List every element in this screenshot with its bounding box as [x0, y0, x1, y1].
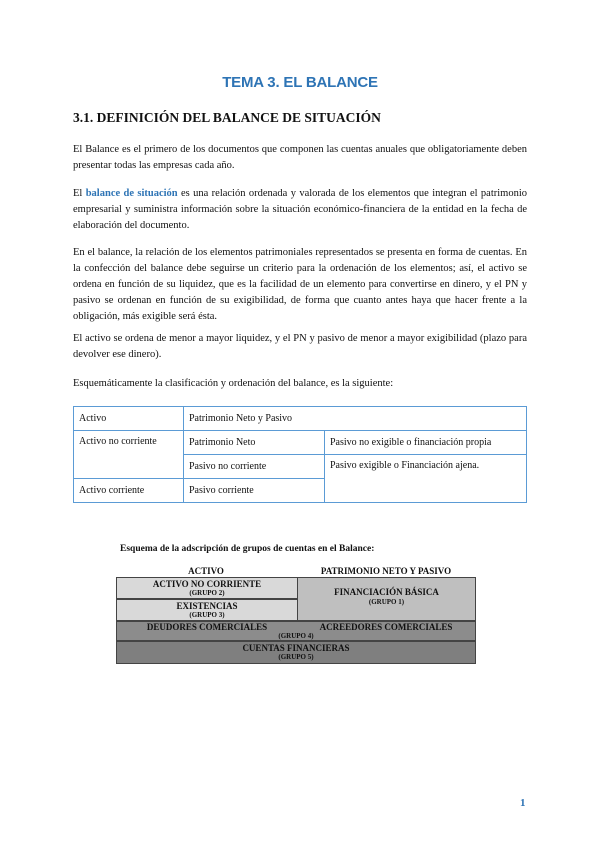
scheme-activo-no-corriente-label: ACTIVO NO CORRIENTE	[152, 579, 262, 589]
scheme-header-activo: ACTIVO	[188, 566, 224, 576]
cell-pasivo-corriente: Pasivo corriente	[184, 479, 325, 503]
scheme-cuentas-financieras	[116, 641, 476, 664]
paragraph-1: El Balance es el primero de los documentos que componen las cuentas anuales que obligatoriamente deben presentar todas las empresas cada año.	[73, 144, 527, 171]
scheme-existencias	[116, 599, 298, 621]
cell-pn-pasivo: Patrimonio Neto y Pasivo	[184, 407, 527, 431]
scheme-grupo5: (GRUPO 5)	[278, 653, 314, 661]
scheme-activo-no-corriente	[116, 577, 298, 599]
document-title: TEMA 3. EL BALANCE	[222, 74, 378, 91]
cell-pasivo-exigible: Pasivo exigible o Financiación ajena.	[325, 455, 527, 503]
table-row	[74, 407, 527, 431]
page-number: 1	[520, 797, 526, 809]
paragraph-2-rest: es una relación ordenada y valorada de los elementos que integran el patrimonio empresarial y suministra información sobre la situación económico-financiera de la entidad en la fecha de elaboración del documento.	[73, 188, 527, 231]
scheme-deudores-acreedores	[116, 621, 476, 641]
scheme-financiacion-basica	[297, 577, 476, 621]
scheme-financiacion-basica-label: FINANCIACIÓN BÁSICA	[334, 587, 439, 597]
scheme-grupo1: (GRUPO 1)	[368, 598, 405, 606]
scheme-cuentas-financieras-label: CUENTAS FINANCIERAS	[242, 643, 350, 653]
paragraph-4: El activo se ordena de menor a mayor liquidez, y el PN y pasivo de menor a mayor exigibilidad (plazo para devolver ese dinero).	[73, 333, 527, 360]
scheme-existencias-label: EXISTENCIAS	[176, 601, 238, 611]
scheme-grupo3: (GRUPO 3)	[189, 611, 225, 619]
scheme-header-pn-pasivo: PATRIMONIO NETO Y PASIVO	[320, 566, 452, 576]
highlight-term: balance de situación	[85, 188, 178, 199]
cell-activo-no-corriente: Activo no corriente	[74, 431, 184, 479]
scheme-grupo4: (GRUPO 4)	[278, 632, 314, 640]
paragraph-2	[73, 186, 527, 234]
scheme-caption: Esquema de la adscripción de grupos de cuentas en el Balance:	[120, 544, 375, 554]
cell-pasivo-no-exigible: Pasivo no exigible o financiación propia	[325, 431, 527, 455]
table-row	[74, 431, 527, 455]
cell-patrimonio-neto: Patrimonio Neto	[184, 431, 325, 455]
paragraph-3: En el balance, la relación de los elementos patrimoniales representados se presenta en forma de cuentas. En la confección del balance debe seguirse un criterio para la ordenación de los elementos; así, el activo se ordena en función de su liquidez, que es la facilidad de un elemento para convertirse en dinero, y el PN y pasivo se ordenan en función de su exigibilidad, de forma que cuanto antes haya que hacer frente a la obligación, más exigible será ésta.	[73, 247, 527, 322]
scheme-grupo2: (GRUPO 2)	[189, 589, 225, 597]
cell-activo: Activo	[74, 407, 184, 431]
classification-table	[73, 406, 527, 503]
scheme-deudores: DEUDORES COMERCIALES	[146, 622, 268, 632]
cell-activo-corriente: Activo corriente	[74, 479, 184, 503]
cell-pasivo-no-corriente: Pasivo no corriente	[184, 455, 325, 479]
balance-scheme	[116, 566, 476, 664]
paragraph-5: Esquemáticamente la clasificación y ordenación del balance, es la siguiente:	[73, 378, 394, 389]
scheme-acreedores: ACREEDORES COMERCIALES	[319, 622, 453, 632]
paragraph-2-lead: El	[73, 188, 83, 199]
section-heading: 3.1. DEFINICIÓN DEL BALANCE DE SITUACIÓN	[73, 110, 381, 125]
